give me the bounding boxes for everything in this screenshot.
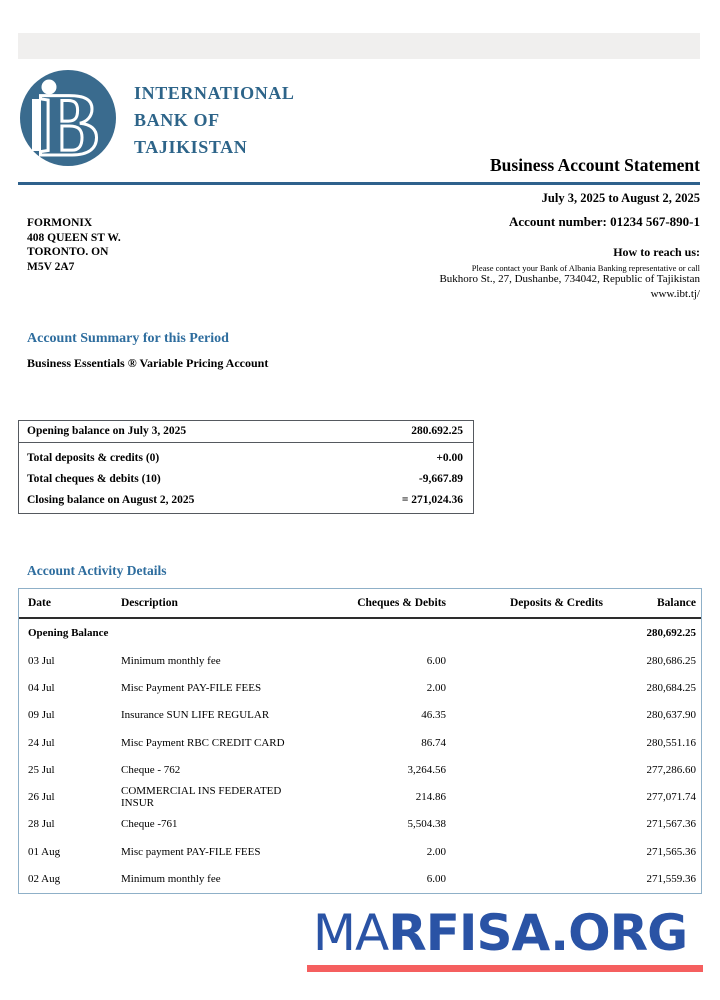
customer-address-block <box>27 216 121 274</box>
header-divider <box>18 182 700 185</box>
tx-debit: 6.00 <box>426 654 446 667</box>
account-product-name: Business Essentials ® Variable Pricing Account <box>27 356 269 370</box>
tx-description: Minimum monthly fee <box>121 654 221 667</box>
marfisa-watermark <box>295 906 705 961</box>
tx-balance: 280,551.16 <box>646 736 696 749</box>
tx-debit: 5,504.38 <box>407 818 446 831</box>
opening-balance-label: Opening Balance <box>28 627 109 639</box>
activity-table <box>18 588 702 894</box>
customer-address-line: M5V 2A7 <box>27 260 75 273</box>
column-header-description: Description <box>121 597 178 609</box>
statement-period: July 3, 2025 to August 2, 2025 <box>541 191 700 205</box>
summary-row <box>19 443 473 464</box>
tx-balance: 271,567.36 <box>646 818 696 831</box>
tx-balance: 277,071.74 <box>646 791 696 804</box>
bank-logo <box>20 70 118 175</box>
table-row <box>19 674 701 701</box>
tx-balance: 280,684.25 <box>646 681 696 694</box>
tx-description: Insurance SUN LIFE REGULAR <box>121 709 270 722</box>
bank-logo-icon <box>20 70 118 175</box>
tx-debit: 3,264.56 <box>407 763 446 776</box>
contact-note: Please contact your Bank of Albania Banking representative or call <box>471 263 700 273</box>
summary-row <box>19 485 473 513</box>
tx-date: 25 Jul <box>28 763 55 776</box>
table-row <box>19 729 701 756</box>
account-number: Account number: 01234 567-890-1 <box>508 214 700 229</box>
customer-address-line: 408 QUEEN ST W. <box>27 231 121 244</box>
how-to-reach-us-heading: How to reach us: <box>613 245 700 259</box>
tx-debit: 2.00 <box>426 681 446 694</box>
activity-header-row <box>19 589 701 619</box>
tx-description: Misc Payment PAY-FILE FEES <box>121 681 262 694</box>
summary-row <box>19 421 473 443</box>
column-header-balance: Balance <box>657 597 696 609</box>
table-row <box>19 838 701 865</box>
summary-heading: Account Summary for this Period <box>27 331 229 346</box>
table-row <box>19 811 701 838</box>
tx-date: 24 Jul <box>28 736 55 749</box>
tx-debit: 2.00 <box>426 845 446 858</box>
watermark-underline <box>307 965 703 972</box>
bank-name-line: TAJIKISTAN <box>134 137 248 157</box>
bank-name <box>134 80 295 161</box>
summary-row <box>19 464 473 485</box>
table-row <box>19 702 701 729</box>
tx-balance: 271,559.36 <box>646 873 696 886</box>
account-summary-table <box>18 420 474 514</box>
opening-balance-value: 280,692.25 <box>646 627 696 639</box>
tx-date: 04 Jul <box>28 681 55 694</box>
statement-title: Business Account Statement <box>489 155 700 175</box>
bank-website: www.ibt.tj/ <box>650 288 700 300</box>
column-header-debits: Cheques & Debits <box>357 597 446 609</box>
bank-name-line: INTERNATIONAL <box>134 83 295 103</box>
tx-description: Misc payment PAY-FILE FEES <box>121 845 261 858</box>
tx-debit: 86.74 <box>421 736 446 749</box>
summary-row-value: = 271,024.36 <box>401 494 463 506</box>
tx-description: Cheque - 762 <box>121 763 181 776</box>
column-header-credits: Deposits & Credits <box>509 597 603 609</box>
tx-balance: 271,565.36 <box>646 845 696 858</box>
tx-date: 26 Jul <box>28 791 55 804</box>
logo-letter-b: B <box>39 76 100 175</box>
customer-address-line: TORONTO. ON <box>27 246 109 259</box>
tx-debit: 214.86 <box>415 791 446 804</box>
tx-debit: 46.35 <box>421 709 446 722</box>
summary-row-value: +0.00 <box>436 452 463 464</box>
tx-balance: 280,686.25 <box>646 654 696 667</box>
summary-row-value: -9,667.89 <box>418 473 463 485</box>
tx-debit: 6.00 <box>426 873 446 886</box>
tx-date: 02 Aug <box>28 873 61 886</box>
opening-balance-row <box>19 619 701 647</box>
tx-date: 01 Aug <box>28 845 61 858</box>
customer-name: FORMONIX <box>27 217 93 229</box>
table-row <box>19 647 701 674</box>
activity-heading: Account Activity Details <box>27 563 167 578</box>
watermark-text-bold: RFISA.ORG <box>388 904 688 962</box>
bank-address: Bukhoro St., 27, Dushanbe, 734042, Republic of Tajikistan <box>439 273 700 285</box>
table-row <box>19 756 701 783</box>
summary-row-label: Total cheques & debits (10) <box>27 473 161 485</box>
tx-description: Minimum monthly fee <box>121 873 221 886</box>
tx-description: Cheque -761 <box>121 818 178 831</box>
tx-date: 03 Jul <box>28 654 55 667</box>
table-row <box>19 865 701 892</box>
summary-row-label: Opening balance on July 3, 2025 <box>27 425 187 437</box>
table-row <box>19 783 701 810</box>
watermark-text-light: MA <box>312 904 389 962</box>
summary-row-label: Total deposits & credits (0) <box>27 452 160 464</box>
tx-balance: 277,286.60 <box>646 763 696 776</box>
summary-row-value: 280.692.25 <box>411 425 463 437</box>
tx-balance: 280,637.90 <box>646 709 696 722</box>
tx-date: 09 Jul <box>28 709 55 722</box>
bank-name-line: BANK OF <box>134 110 220 130</box>
redacted-header-bar <box>18 33 700 59</box>
column-header-date: Date <box>28 597 51 609</box>
summary-row-label: Closing balance on August 2, 2025 <box>27 494 195 506</box>
tx-date: 28 Jul <box>28 818 55 831</box>
tx-description: COMMERCIAL INS FEDERATED INSUR <box>121 785 282 810</box>
tx-description: Misc Payment RBC CREDIT CARD <box>121 736 285 749</box>
